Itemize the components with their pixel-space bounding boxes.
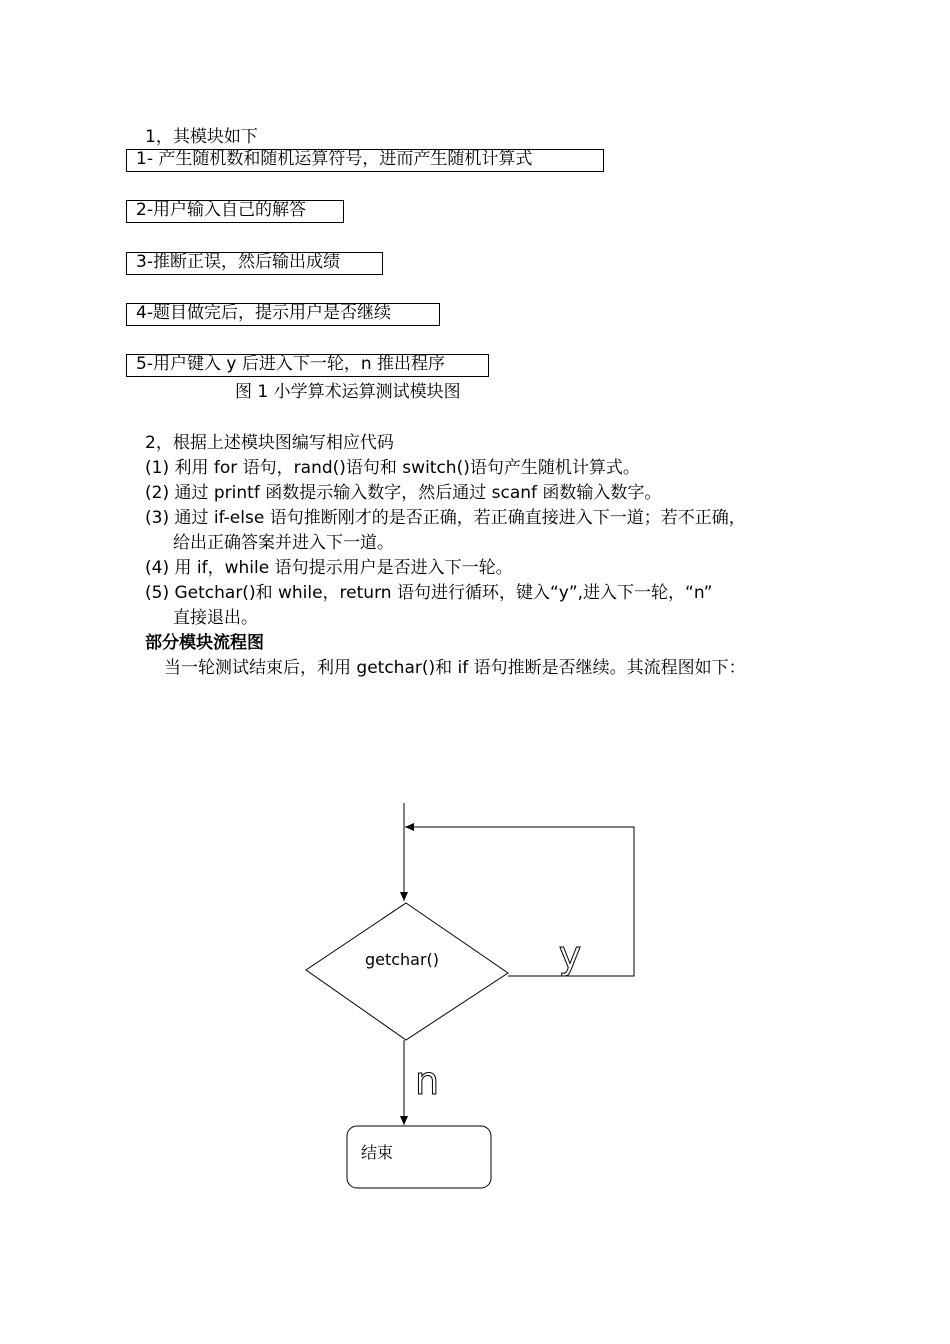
section2-heading: 2，根据上述模块图编写相应代码 [145, 433, 394, 453]
code-item-5-cont: 直接退出。 [173, 608, 258, 628]
module-box-2: 2-用户输入自己的解答 [126, 200, 344, 223]
decision-diamond [306, 903, 508, 1040]
flowchart-subheading: 部分模块流程图 [145, 633, 264, 653]
section1-heading: 1，其模块如下 [145, 127, 258, 147]
code-item-4: (4) 用 if，while 语句提示用户是否进入下一轮。 [145, 558, 513, 578]
module-box-1: 1- 产生随机数和随机运算符号，进而产生随机计算式 [126, 149, 604, 172]
code-item-5: (5) Getchar()和 while，return 语句进行循环，键入“y”,进入下一轮，“n” [145, 583, 713, 603]
module-box-4: 4-题目做完后，提示用户是否继续 [126, 303, 440, 326]
code-item-2: (2) 通过 printf 函数提示输入数字，然后通过 scanf 函数输入数字。 [145, 483, 662, 503]
figure-caption: 图 1 小学算术运算测试模块图 [235, 382, 461, 402]
code-item-1: (1) 利用 for 语句，rand()语句和 switch()语句产生随机计算式。 [145, 458, 640, 478]
flowchart-intro: 当一轮测试结束后，利用 getchar()和 if 语句推断是否继续。其流程图如下： [164, 658, 746, 678]
no-label: n [414, 1059, 440, 1103]
yes-label: y [558, 933, 582, 977]
code-item-3-cont: 给出正确答案并进入下一道。 [173, 533, 394, 553]
decision-label: getchar() [364, 950, 440, 969]
end-label: 结束 [361, 1143, 394, 1162]
code-item-3: (3) 通过 if-else 语句推断刚才的是否正确，若正确直接进入下一道；若不正确， [145, 508, 746, 528]
module-box-5: 5-用户键入 y 后进入下一轮，n 推出程序 [126, 354, 489, 377]
module-box-3: 3-推断正误，然后输出成绩 [126, 252, 383, 275]
